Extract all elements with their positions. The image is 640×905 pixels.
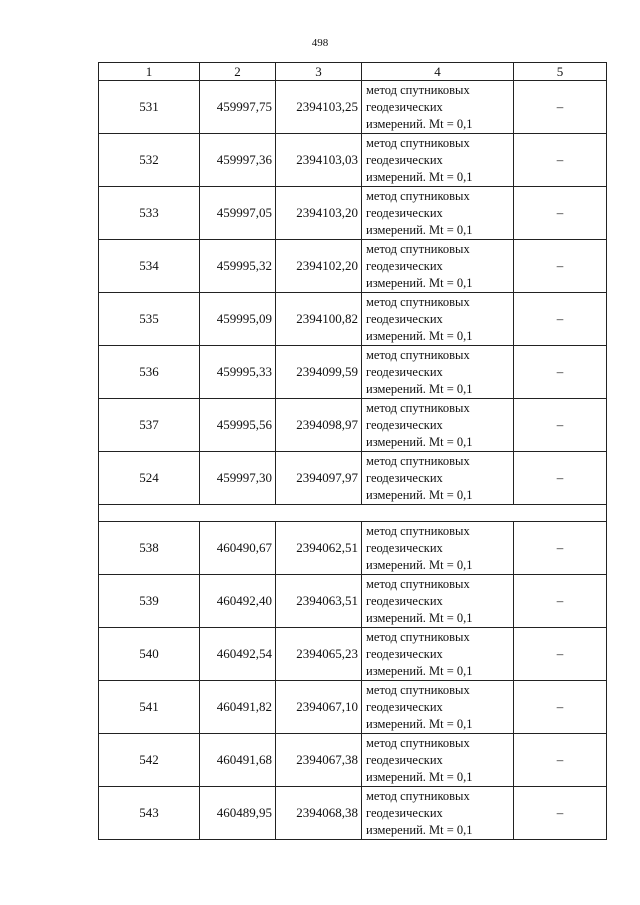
point-number-cell: 538: [99, 522, 200, 575]
note-cell: –: [514, 734, 607, 787]
table-row: [99, 346, 607, 399]
method-line: метод спутниковых: [366, 294, 470, 309]
point-number-cell: 533: [99, 187, 200, 240]
separator-cell: [99, 505, 607, 522]
x-coordinate-cell: 459997,30: [200, 452, 276, 505]
method-line: геодезических: [366, 99, 443, 114]
table-row: [99, 681, 607, 734]
method-line: метод спутниковых: [366, 347, 470, 362]
x-coordinate-cell: 459995,56: [200, 399, 276, 452]
x-coordinate-cell: 460489,95: [200, 787, 276, 840]
method-cell: [362, 293, 514, 346]
method-line: измерений. Mt = 0,1: [366, 116, 473, 131]
table-row: [99, 134, 607, 187]
x-coordinate-cell: 460490,67: [200, 522, 276, 575]
page-number: 498: [311, 37, 329, 49]
method-line: измерений. Mt = 0,1: [366, 434, 473, 449]
y-coordinate-cell: 2394063,51: [276, 575, 362, 628]
method-line: метод спутниковых: [366, 400, 470, 415]
x-coordinate-cell: 459995,33: [200, 346, 276, 399]
x-coordinate-cell: 460491,82: [200, 681, 276, 734]
point-number-cell: 532: [99, 134, 200, 187]
method-line: геодезических: [366, 593, 443, 608]
point-number-cell: 542: [99, 734, 200, 787]
point-number-cell: 537: [99, 399, 200, 452]
column-header: 5: [514, 63, 607, 81]
y-coordinate-cell: 2394102,20: [276, 240, 362, 293]
method-line: метод спутниковых: [366, 682, 470, 697]
y-coordinate-cell: 2394062,51: [276, 522, 362, 575]
method-cell: [362, 522, 514, 575]
point-number-cell: 540: [99, 628, 200, 681]
method-line: измерений. Mt = 0,1: [366, 169, 473, 184]
x-coordinate-cell: 459997,05: [200, 187, 276, 240]
note-cell: –: [514, 522, 607, 575]
table-row: [99, 787, 607, 840]
y-coordinate-cell: 2394068,38: [276, 787, 362, 840]
method-cell: [362, 399, 514, 452]
table-row: [99, 628, 607, 681]
point-number-cell: 534: [99, 240, 200, 293]
x-coordinate-cell: 460492,54: [200, 628, 276, 681]
method-line: измерений. Mt = 0,1: [366, 610, 473, 625]
table-row: [99, 399, 607, 452]
method-line: измерений. Mt = 0,1: [366, 222, 473, 237]
note-cell: –: [514, 293, 607, 346]
method-cell: [362, 81, 514, 134]
y-coordinate-cell: 2394097,97: [276, 452, 362, 505]
note-cell: –: [514, 399, 607, 452]
method-cell: [362, 575, 514, 628]
method-line: метод спутниковых: [366, 453, 470, 468]
note-cell: –: [514, 240, 607, 293]
method-line: измерений. Mt = 0,1: [366, 663, 473, 678]
x-coordinate-cell: 459995,09: [200, 293, 276, 346]
method-cell: [362, 134, 514, 187]
method-line: метод спутниковых: [366, 788, 470, 803]
table-row: [99, 293, 607, 346]
x-coordinate-cell: 460491,68: [200, 734, 276, 787]
method-line: метод спутниковых: [366, 523, 470, 538]
y-coordinate-cell: 2394103,20: [276, 187, 362, 240]
method-cell: [362, 240, 514, 293]
note-cell: –: [514, 134, 607, 187]
table-row: [99, 452, 607, 505]
method-cell: [362, 681, 514, 734]
note-cell: –: [514, 346, 607, 399]
method-line: геодезических: [366, 699, 443, 714]
y-coordinate-cell: 2394098,97: [276, 399, 362, 452]
method-line: метод спутниковых: [366, 629, 470, 644]
column-header: 3: [276, 63, 362, 81]
coordinates-table: [98, 62, 607, 840]
method-cell: [362, 187, 514, 240]
point-number-cell: 543: [99, 787, 200, 840]
y-coordinate-cell: 2394099,59: [276, 346, 362, 399]
note-cell: –: [514, 452, 607, 505]
table-row: [99, 575, 607, 628]
x-coordinate-cell: 460492,40: [200, 575, 276, 628]
method-line: геодезических: [366, 805, 443, 820]
y-coordinate-cell: 2394067,38: [276, 734, 362, 787]
note-cell: –: [514, 787, 607, 840]
x-coordinate-cell: 459997,75: [200, 81, 276, 134]
table-row: [99, 240, 607, 293]
method-line: измерений. Mt = 0,1: [366, 381, 473, 396]
method-line: метод спутниковых: [366, 188, 470, 203]
note-cell: –: [514, 187, 607, 240]
point-number-cell: 541: [99, 681, 200, 734]
note-cell: –: [514, 681, 607, 734]
method-line: геодезических: [366, 470, 443, 485]
note-cell: –: [514, 575, 607, 628]
method-cell: [362, 628, 514, 681]
method-line: измерений. Mt = 0,1: [366, 275, 473, 290]
method-line: геодезических: [366, 646, 443, 661]
table-row: [99, 187, 607, 240]
column-header: 2: [200, 63, 276, 81]
method-line: геодезических: [366, 417, 443, 432]
method-cell: [362, 346, 514, 399]
point-number-cell: 539: [99, 575, 200, 628]
note-cell: –: [514, 81, 607, 134]
method-line: геодезических: [366, 364, 443, 379]
x-coordinate-cell: 459995,32: [200, 240, 276, 293]
y-coordinate-cell: 2394065,23: [276, 628, 362, 681]
method-cell: [362, 734, 514, 787]
note-cell: –: [514, 628, 607, 681]
method-line: геодезических: [366, 205, 443, 220]
method-line: метод спутниковых: [366, 576, 470, 591]
table-header-row: [99, 63, 607, 81]
table-row: [99, 734, 607, 787]
method-line: метод спутниковых: [366, 735, 470, 750]
method-line: измерений. Mt = 0,1: [366, 487, 473, 502]
separator-row: [99, 505, 607, 522]
y-coordinate-cell: 2394103,03: [276, 134, 362, 187]
method-cell: [362, 452, 514, 505]
point-number-cell: 524: [99, 452, 200, 505]
method-line: геодезических: [366, 311, 443, 326]
method-line: метод спутниковых: [366, 82, 470, 97]
method-line: геодезических: [366, 752, 443, 767]
method-line: измерений. Mt = 0,1: [366, 557, 473, 572]
method-line: геодезических: [366, 152, 443, 167]
method-line: метод спутниковых: [366, 241, 470, 256]
x-coordinate-cell: 459997,36: [200, 134, 276, 187]
method-line: метод спутниковых: [366, 135, 470, 150]
point-number-cell: 535: [99, 293, 200, 346]
column-header: 4: [362, 63, 514, 81]
point-number-cell: 536: [99, 346, 200, 399]
point-number-cell: 531: [99, 81, 200, 134]
column-header: 1: [99, 63, 200, 81]
y-coordinate-cell: 2394067,10: [276, 681, 362, 734]
method-line: геодезических: [366, 540, 443, 555]
table-row: [99, 81, 607, 134]
method-line: измерений. Mt = 0,1: [366, 769, 473, 784]
method-cell: [362, 787, 514, 840]
table-row: [99, 522, 607, 575]
method-line: измерений. Mt = 0,1: [366, 716, 473, 731]
method-line: измерений. Mt = 0,1: [366, 328, 473, 343]
method-line: измерений. Mt = 0,1: [366, 822, 473, 837]
y-coordinate-cell: 2394103,25: [276, 81, 362, 134]
method-line: геодезических: [366, 258, 443, 273]
y-coordinate-cell: 2394100,82: [276, 293, 362, 346]
